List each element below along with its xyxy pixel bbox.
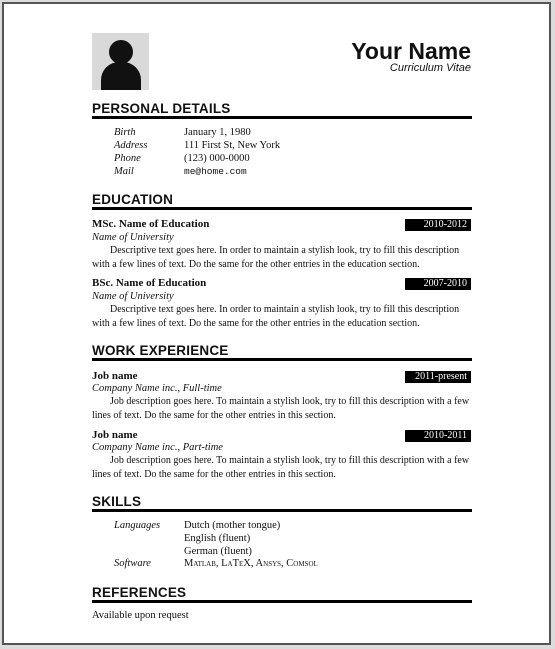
section-rule [92,600,472,603]
entry-title: MSc. Name of Education [92,218,210,230]
page-frame [2,2,551,645]
cv-name: Your Name [351,38,471,64]
skills-row-language [114,533,414,547]
detail-row-mail [114,166,414,180]
section-rule [92,116,472,119]
skills-value: German (fluent) [184,546,252,557]
skills-value: English (fluent) [184,533,251,544]
section-title-education: EDUCATION [92,192,174,207]
section-title-references: REFERENCES [92,585,187,600]
entry-description: Job description goes here. To maintain a stylish look, try to fill this description with a few lines of text. Do the same for the other entries in this section. [92,396,470,421]
profile-avatar-icon [92,33,149,90]
date-badge: 2011-present [405,371,471,383]
entry-description: Job description goes here. To maintain a stylish look, try to fill this description with a few lines of text. Do the same for the other entries in this section. [92,455,470,480]
references-text: Available upon request [92,610,189,621]
section-title-work: WORK EXPERIENCE [92,343,229,358]
entry-description: Descriptive text goes here. In order to maintain a stylish look, try to fill this description with a few lines of text. Do the same for the other entries in the education section. [92,304,460,329]
skills-label: Software [114,558,151,569]
section-rule [92,509,472,512]
skills-value: Dutch (mother tongue) [184,520,281,531]
skills-row-languages [114,520,414,534]
date-badge: 2007-2010 [405,278,471,290]
entry-description: Descriptive text goes here. In order to maintain a stylish look, try to fill this description with a few lines of text. Do the same for the other entries in the education section. [92,245,460,270]
detail-label: Phone [114,153,141,164]
skills-value: Matlab, LaTeX, Ansys, Comsol [184,558,318,569]
entry-subtitle: Name of University [92,291,174,302]
section-rule [92,358,472,361]
entry-subtitle: Company Name inc., Part-time [92,442,223,453]
skills-label: Languages [114,520,161,531]
detail-label: Mail [114,166,134,177]
cv-page [4,4,549,643]
entry-subtitle: Company Name inc., Full-time [92,383,222,394]
entry-title: Job name [92,429,138,441]
detail-value: (123) 000-0000 [184,153,250,164]
entry-title: Job name [92,370,138,382]
entry-title: BSc. Name of Education [92,277,207,289]
section-title-personal: PERSONAL DETAILS [92,101,231,116]
section-rule [92,207,472,210]
detail-row-phone [114,153,414,167]
detail-label: Birth [114,127,136,138]
detail-label: Address [114,140,148,151]
cv-subtitle: Curriculum Vitae [389,62,471,74]
date-badge: 2010-2012 [405,219,471,231]
email-link[interactable]: me@home.com [184,166,247,177]
skills-row-software [114,558,454,572]
detail-row-birth [114,127,414,141]
detail-row-address [114,140,414,154]
detail-value: January 1, 1980 [184,127,251,138]
detail-value: 111 First St, New York [184,140,281,151]
date-badge: 2010-2011 [405,430,471,442]
section-title-skills: SKILLS [92,494,142,509]
entry-subtitle: Name of University [92,232,174,243]
